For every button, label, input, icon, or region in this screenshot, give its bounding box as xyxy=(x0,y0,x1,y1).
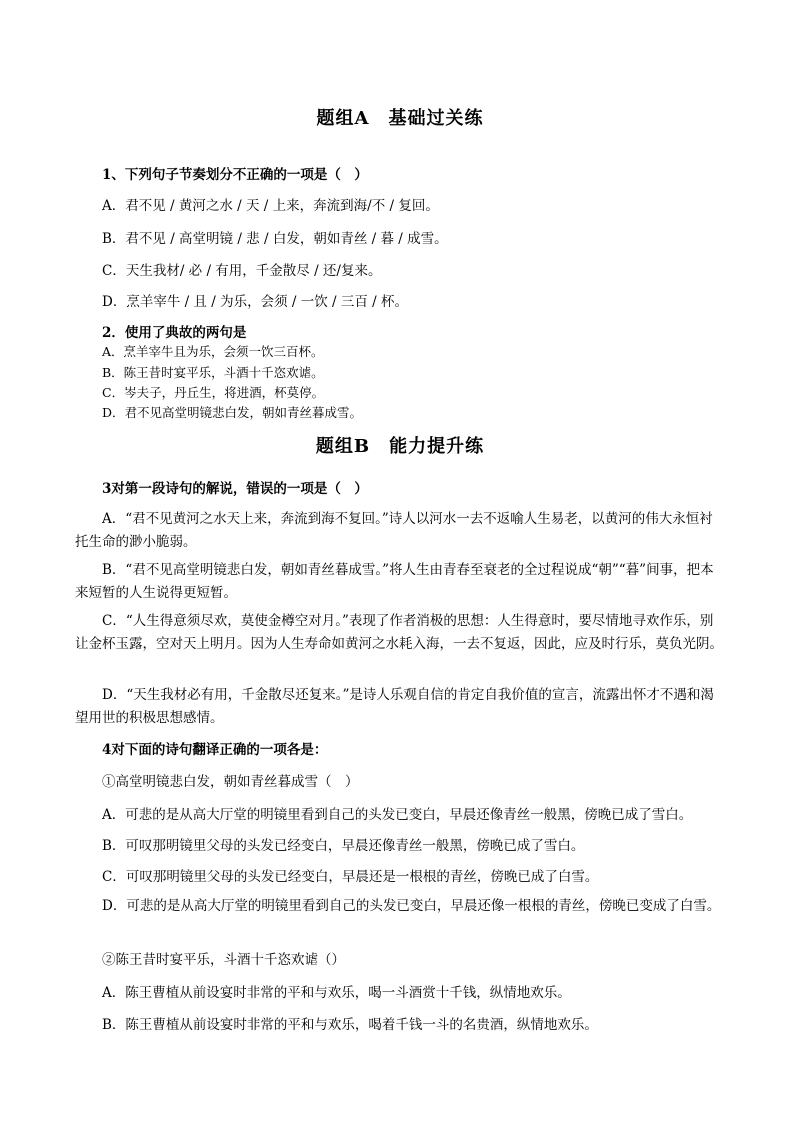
question-4-stem: 4对下面的诗句翻译正确的一项各是： xyxy=(102,742,328,758)
q1-option-c: C．天生我材/ 必 / 有用，千金散尽 / 还/复来。 xyxy=(102,263,382,279)
question-2-stem: 2．使用了典故的两句是 xyxy=(102,325,247,341)
q2-option-d: D．君不见高堂明镜悲白发，朝如青丝暮成雪。 xyxy=(102,405,363,420)
group-a-title: 题组A 基础过关练 xyxy=(316,108,484,129)
q2-option-b: B．陈王昔时宴平乐，斗酒十千恣欢谑。 xyxy=(102,365,324,380)
q4-sub1-stem: ①高堂明镜悲白发，朝如青丝暮成雪（ ） xyxy=(102,774,359,790)
q3-option-d: D．“天生我材必有用，千金散尽还复来。”是诗人乐观自信的肯定自我价值的宣言，流露出怀才不遇和渴望用世的积极思想感情。 xyxy=(75,687,714,726)
q1-option-d: D．烹羊宰牛 / 且 / 为乐，会须 / 一饮 / 三百 / 杯。 xyxy=(102,294,408,310)
group-b-title: 题组B 能力提升练 xyxy=(315,436,485,457)
q3-option-c: C．“人生得意须尽欢，莫使金樽空对月。”表现了作者消极的思想：人生得意时，要尽情地寻欢作乐，别让金杯玉露，空对天上明月。因为人生寿命如黄河之水耗入海，一去不复返，因此，应及时行乐，莫负光阴。 xyxy=(75,613,723,652)
q1-option-a: A．君不见 / 黄河之水 / 天 / 上来，奔流到海/不 / 复回。 xyxy=(102,198,439,214)
q4-sub1-option-d: D．可悲的是从高大厅堂的明镜里看到自己的头发已变白，早晨还像一根根的青丝，傍晚已变成了白雪。 xyxy=(102,898,721,914)
q4-sub1-option-b: B．可叹那明镜里父母的头发已经变白，早晨还像青丝一般黑，傍晚已成了雪白。 xyxy=(102,838,585,854)
q3-option-a: A．“君不见黄河之水天上来，奔流到海不复回。”诗人以河水一去不返喻人生易老，以黄河的伟大永恒衬托生命的渺小脆弱。 xyxy=(75,511,713,550)
question-1-stem: 1、下列句子节奏划分不正确的一项是（ ） xyxy=(102,167,368,183)
q2-option-c: C．岑夫子，丹丘生，将进酒，杯莫停。 xyxy=(102,385,325,400)
q2-option-a: A．烹羊宰牛且为乐，会须一饮三百杯。 xyxy=(102,344,324,359)
q4-sub2-stem: ②陈王昔时宴平乐，斗酒十千恣欢谑（） xyxy=(102,952,345,968)
q3-option-b: B．“君不见高堂明镜悲白发，朝如青丝暮成雪。”将人生由青春至衰老的全过程说成“朝”“暮”间事，把本来短暂的人生说得更短暂。 xyxy=(75,562,714,601)
q4-sub2-option-a: A．陈王曹植从前设宴时非常的平和与欢乐，喝一斗酒赏十千钱，纵情地欢乐。 xyxy=(102,985,571,1001)
q4-sub1-option-c: C．可叹那明镜里父母的头发已经变白，早晨还是一根根的青丝，傍晚已成了白雪。 xyxy=(102,869,599,885)
q4-sub1-option-a: A．可悲的是从高大厅堂的明镜里看到自己的头发已变白，早晨还像青丝一般黑，傍晚已成了雪白。 xyxy=(102,807,693,823)
q1-option-b: B．君不见 / 高堂明镜 / 悲 / 白发，朝如青丝 / 暮 / 成雪。 xyxy=(102,231,448,247)
question-3-stem: 3对第一段诗句的解说，错误的一项是（ ） xyxy=(102,481,368,497)
q4-sub2-option-b: B．陈王曹植从前设宴时非常的平和与欢乐，喝着千钱一斗的名贵酒，纵情地欢乐。 xyxy=(102,1017,598,1033)
